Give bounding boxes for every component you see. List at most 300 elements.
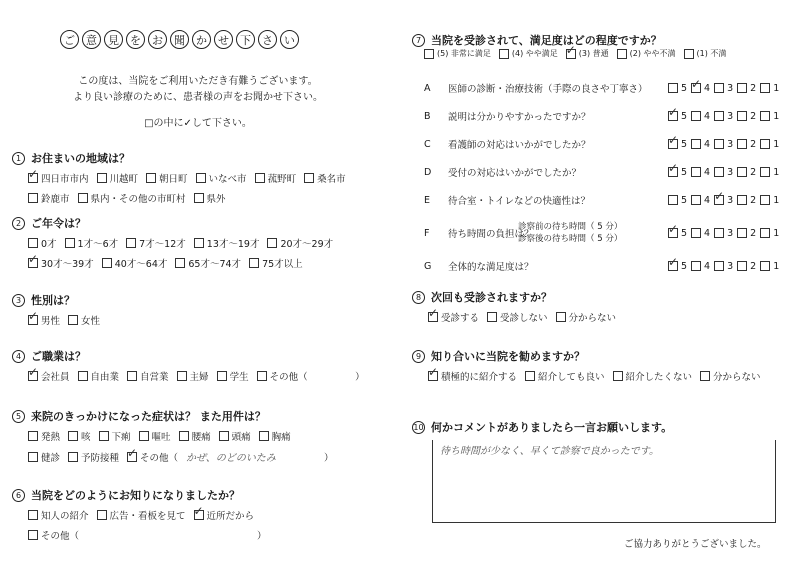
satisfaction-legend [424,48,726,59]
title-char: 意 [82,30,101,49]
question-heading [12,408,334,424]
option-label: いなべ市 [208,174,247,185]
checkbox[interactable] [196,173,206,183]
question-heading [12,487,267,503]
option-label: 広告・看板を見て [109,511,186,522]
option-label: 4 [704,194,711,206]
wait-after: 診察後の待ち時間（ 5 分） [518,234,623,244]
checkbox[interactable] [28,510,38,520]
checkbox[interactable] [714,167,724,177]
option-label: 健診 [41,452,61,464]
option[interactable] [255,171,297,185]
option-label: 1才～6才 [77,239,119,250]
checkbox[interactable] [737,139,747,149]
option[interactable] [196,171,247,185]
option[interactable] [691,167,710,178]
checkbox[interactable] [737,261,747,271]
option-label: 会社員 [41,372,70,383]
option[interactable] [737,83,756,94]
checkbox[interactable] [28,431,38,441]
row-question: 看護師の対応はいかがでしたか？ [448,140,591,151]
option-label: 3 [727,194,734,206]
question-heading [412,289,616,305]
checkbox[interactable] [28,173,38,183]
checkbox[interactable] [179,431,189,441]
question-heading [412,419,672,435]
option[interactable] [179,429,211,443]
checkbox[interactable] [760,195,770,205]
option-label: 四日市市内 [41,174,89,185]
option[interactable] [97,508,186,522]
option-label: 嘔吐 [151,432,171,443]
checkbox[interactable] [714,195,724,205]
option[interactable] [28,450,60,464]
checkbox[interactable] [714,111,724,121]
option-label: 30才～39才 [41,259,94,270]
checkbox[interactable] [760,111,770,121]
instruction-text: □の中に✓して下さい。 [144,118,252,129]
option-label: 予防接種 [81,452,120,464]
option[interactable] [68,450,119,464]
option-row [28,508,267,522]
rating-scale [668,139,779,150]
checkbox[interactable] [668,139,678,149]
option-label: 1 [773,227,780,239]
option[interactable] [28,256,94,270]
option[interactable] [28,429,60,443]
option-label: 積極的に紹介する [441,372,518,383]
option[interactable] [737,111,756,122]
title-char: さ [258,30,277,49]
question-heading [12,215,333,231]
option[interactable] [28,528,79,542]
checkbox[interactable] [146,173,156,183]
checkbox[interactable] [177,371,187,381]
option-row [28,236,333,250]
option[interactable] [691,111,710,122]
option-row [428,369,761,383]
option[interactable] [194,508,255,522]
option[interactable] [684,48,727,59]
handwritten-other: かぜ、のどのいたみ [186,453,276,464]
rating-scale [668,195,779,206]
checkbox[interactable] [194,510,204,520]
question-number: 2 [12,217,25,230]
option-label: (5) 非常に満足 [437,49,491,58]
option-label: 朝日町 [159,174,188,185]
option-label: 1 [773,194,780,206]
option[interactable] [613,369,693,383]
question-heading [412,32,662,48]
title-char: を [126,30,145,49]
option[interactable] [714,139,733,150]
option[interactable] [668,261,687,272]
checkbox[interactable] [668,111,678,121]
question-number: 5 [12,410,25,423]
option[interactable] [428,369,517,383]
option[interactable] [760,228,779,239]
option[interactable] [737,228,756,239]
option[interactable] [219,429,251,443]
question-number: 6 [12,489,25,502]
checkbox[interactable] [714,83,724,93]
checkbox[interactable] [102,258,112,268]
option[interactable] [668,228,687,239]
checkbox[interactable] [28,258,38,268]
option[interactable] [566,48,609,59]
option[interactable] [700,369,761,383]
option-label: 5 [681,110,688,122]
option[interactable] [760,167,779,178]
option[interactable] [691,228,710,239]
checkbox[interactable] [700,371,710,381]
option[interactable] [28,508,89,522]
option[interactable] [78,191,186,205]
checkbox[interactable] [97,173,107,183]
option[interactable] [668,167,687,178]
checkbox[interactable] [691,195,701,205]
satisfaction-row [424,74,779,102]
option[interactable] [760,195,779,206]
question-label: 知り合いに当院を勧めますか？ [431,350,585,363]
checkbox[interactable] [304,173,314,183]
option[interactable] [760,261,779,272]
checkbox[interactable] [760,228,770,238]
wait-time-detail [518,221,668,245]
option[interactable] [760,83,779,94]
option[interactable] [68,313,100,327]
row-question: 待ち時間の負担は？ [448,229,534,240]
option-label: 5 [681,166,688,178]
title-char: か [192,30,211,49]
checkbox[interactable] [424,49,434,59]
question-label: 当院をどのようにお知りになりましたか？ [31,489,240,502]
checkbox[interactable] [760,139,770,149]
option[interactable] [175,256,241,270]
question-10 [412,419,672,435]
option-label: 5 [681,194,688,206]
option[interactable] [194,191,226,205]
checkbox[interactable] [78,193,88,203]
option[interactable] [28,236,57,250]
option[interactable] [617,48,676,59]
checkbox[interactable] [78,371,88,381]
option-label: 4 [704,260,711,272]
satisfaction-table [424,74,779,280]
option[interactable] [499,48,558,59]
option[interactable] [668,195,687,206]
checkbox[interactable] [760,167,770,177]
checkbox[interactable] [691,228,701,238]
checkbox[interactable] [499,49,509,59]
option-label: 5 [681,82,688,94]
question-8 [412,289,616,324]
checkbox[interactable] [428,312,438,322]
question-label: ご職業は？ [31,350,86,363]
option[interactable] [126,236,186,250]
option[interactable] [424,48,491,59]
option-label: 学生 [229,372,249,383]
checkbox[interactable] [68,431,78,441]
checkbox[interactable] [97,510,107,520]
option[interactable] [146,171,188,185]
title-char: 下 [236,30,255,49]
survey-title [60,30,299,49]
question-heading [12,150,346,166]
option[interactable] [691,261,710,272]
checkbox[interactable] [760,261,770,271]
checkbox[interactable] [668,261,678,271]
checkbox[interactable] [691,83,701,93]
option-label: その他（ [140,452,179,464]
option[interactable] [737,167,756,178]
checkbox[interactable] [255,173,265,183]
option-label: 75才以上 [262,259,303,270]
option[interactable] [428,310,479,324]
question-heading [412,348,761,364]
option[interactable] [139,429,171,443]
option[interactable] [737,139,756,150]
option[interactable] [97,171,139,185]
option[interactable] [249,256,303,270]
checkbox[interactable] [65,238,75,248]
checkbox[interactable] [714,139,724,149]
checkbox[interactable] [668,167,678,177]
option-label: 4 [704,138,711,150]
row-letter: E [424,194,431,206]
checkbox[interactable] [249,258,259,268]
checkbox[interactable] [737,167,747,177]
option-label: 2 [750,194,757,206]
option[interactable] [28,191,70,205]
checkbox[interactable] [691,111,701,121]
checkbox[interactable] [691,139,701,149]
option-label: 頭痛 [231,432,251,443]
option-label: 1 [773,260,780,272]
checkbox[interactable] [194,193,204,203]
option-label: (2) やや不満 [629,49,676,58]
option[interactable] [28,171,89,185]
option-label: 主婦 [189,372,209,383]
option[interactable] [127,450,178,464]
option[interactable] [668,111,687,122]
option-label: 菰野町 [267,174,297,185]
checkbox[interactable] [684,49,694,59]
question-2 [12,215,333,270]
option[interactable] [737,261,756,272]
checkbox[interactable] [28,371,38,381]
option[interactable] [760,111,779,122]
checkbox[interactable] [737,228,747,238]
option[interactable] [217,369,249,383]
option-label: 1 [773,82,780,94]
option-label: 3 [727,138,734,150]
checkbox[interactable] [691,261,701,271]
checkbox[interactable] [219,431,229,441]
option[interactable] [259,429,291,443]
option-label: 発熱 [41,432,61,443]
checkbox[interactable] [566,49,576,59]
option[interactable] [99,429,131,443]
question-6 [12,487,267,542]
title-char: 聞 [170,30,189,49]
option-label: 1 [773,166,780,178]
option-label: 咳 [81,432,91,443]
option[interactable] [668,139,687,150]
row-letter: C [424,138,431,150]
option-label: その他（ [41,531,80,542]
option[interactable] [487,310,548,324]
checkbox[interactable] [126,238,136,248]
option-label: 自由業 [90,372,120,383]
checkbox[interactable] [28,315,38,325]
option-row [28,528,267,542]
option[interactable] [714,111,733,122]
option[interactable] [177,369,209,383]
option-label: 2 [750,260,757,272]
rating-scale [668,167,779,178]
checkbox[interactable] [217,371,227,381]
checkbox[interactable] [175,258,185,268]
checkbox[interactable] [668,228,678,238]
option[interactable] [691,139,710,150]
checkbox[interactable] [28,193,38,203]
option-label: 女性 [81,316,101,327]
option[interactable] [668,83,687,94]
question-number: 10 [413,422,424,432]
rating-scale [668,83,779,94]
question-label: 当院を受診されて、満足度はどの程度ですか？ [431,34,662,47]
checkbox[interactable] [127,452,137,462]
checkbox[interactable] [28,238,38,248]
option-label: 紹介しても良い [538,372,605,383]
checkbox[interactable] [267,238,277,248]
row-letter: F [424,227,430,239]
option-label: 桑名市 [317,174,346,185]
option-label: 3 [727,82,734,94]
option-label: 2 [750,110,757,122]
option-label: 腰痛 [191,432,211,443]
checkbox[interactable] [28,452,38,462]
option[interactable] [556,310,617,324]
checkbox[interactable] [194,238,204,248]
option[interactable] [691,195,710,206]
option-label: 3 [727,110,734,122]
option-row [28,313,100,327]
checkbox[interactable] [737,195,747,205]
option-row [28,369,365,383]
checkbox[interactable] [668,195,678,205]
checkbox[interactable] [68,452,78,462]
checkbox[interactable] [613,371,623,381]
checkbox[interactable] [714,228,724,238]
checkbox[interactable] [428,371,438,381]
option-label: 川越町 [109,174,139,185]
option[interactable] [102,256,168,270]
checkbox[interactable] [257,371,267,381]
option[interactable] [28,313,60,327]
option[interactable] [65,236,119,250]
checkbox[interactable] [259,431,269,441]
option-label: 受診する [441,313,480,324]
checkbox[interactable] [691,167,701,177]
satisfaction-row [424,252,779,280]
checkbox[interactable] [737,111,747,121]
option[interactable] [78,369,120,383]
question-1 [12,150,346,205]
title-char: 見 [104,30,123,49]
row-letter: G [424,260,432,272]
checkbox[interactable] [127,371,137,381]
option-label: 20才～29才 [280,239,334,250]
checkbox[interactable] [760,83,770,93]
question-7 [412,32,662,48]
option[interactable] [525,369,605,383]
checkbox[interactable] [28,530,38,540]
option[interactable] [257,369,365,383]
option[interactable] [714,261,733,272]
row-letter: B [424,110,431,122]
footer-thanks: ご協力ありがとうございました。 [624,539,767,550]
option[interactable] [691,83,710,94]
checkbox[interactable] [487,312,497,322]
checkbox[interactable] [617,49,627,59]
option-label: 2 [750,227,757,239]
option-label: 3 [727,166,734,178]
option[interactable] [760,139,779,150]
option-label: 分からない [713,372,761,383]
option-row [28,429,334,443]
option[interactable] [194,236,260,250]
satisfaction-row [424,186,779,214]
checkbox[interactable] [556,312,566,322]
option-label: 1 [773,110,780,122]
option[interactable] [714,195,733,206]
question-5 [12,408,334,464]
option[interactable] [714,83,733,94]
option-label: 2 [750,166,757,178]
option-label: 65才～74才 [188,259,242,270]
option[interactable] [304,171,346,185]
option[interactable] [28,369,70,383]
question-number: 3 [12,294,25,307]
checkbox[interactable] [139,431,149,441]
option-label: (3) 普通 [578,49,609,58]
option-label: 鈴鹿市 [41,194,70,205]
option-row [428,310,616,324]
option-row [28,191,346,205]
option-label: 2 [750,82,757,94]
closing-paren: ） [324,452,334,464]
checkbox[interactable] [99,431,109,441]
option[interactable] [68,429,91,443]
option[interactable] [714,228,733,239]
checkbox[interactable] [525,371,535,381]
option-label: 5 [681,138,688,150]
option[interactable] [714,167,733,178]
satisfaction-row [424,214,779,252]
option[interactable] [737,195,756,206]
option[interactable] [127,369,169,383]
option-label: 下痢 [111,432,131,443]
title-char: い [280,30,299,49]
checkbox[interactable] [714,261,724,271]
option[interactable] [267,236,333,250]
option-label: 3 [727,260,734,272]
checkbox[interactable] [68,315,78,325]
checkbox[interactable] [668,83,678,93]
checkbox[interactable] [737,83,747,93]
